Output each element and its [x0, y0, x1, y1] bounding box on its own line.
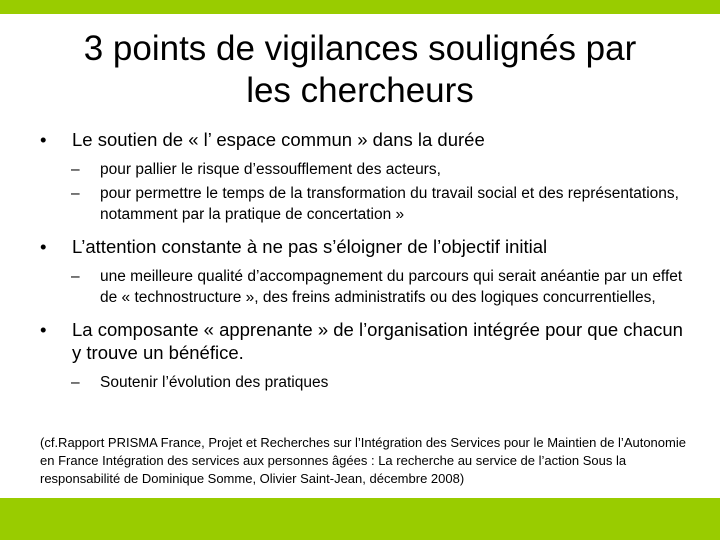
bullet-icon: • [40, 129, 47, 150]
reference-note: (cf.Rapport PRISMA France, Projet et Recherches sur l’Intégration des Services pour le Maintien de l’Autonomie en France Intégration des services aux personnes âgées : La recherche au service de l’action Sous la responsabilité de Dominique Somme, Olivier Saint-Jean, décembre 2008) [40, 435, 686, 486]
sub-bullet-item [30, 372, 690, 393]
bullet-icon: • [40, 319, 47, 340]
top-accent-bar [0, 0, 720, 14]
sub-bullet-text: une meilleure qualité d’accompagnement du parcours qui serait anéantie par un effet de « technostructure », des freins administratifs ou des logiques concurrentielles, [100, 268, 683, 306]
sub-bullet-item [30, 266, 690, 308]
bullet-item [30, 318, 690, 364]
dash-icon: – [71, 268, 80, 285]
sub-bullet-item [30, 159, 690, 180]
slide-title [30, 28, 690, 112]
dash-icon: – [71, 374, 80, 391]
dash-icon: – [71, 161, 80, 178]
dash-icon: – [71, 185, 80, 202]
bullet-text: La composante « apprenante » de l’organisation intégrée pour que chacun y trouve un bénéfice. [72, 319, 683, 363]
bottom-accent-bar [0, 498, 720, 540]
sub-bullet-text: Soutenir l’évolution des pratiques [100, 374, 329, 391]
bullet-list [30, 128, 690, 393]
title-line-1: 3 points de vigilances soulignés par [83, 29, 637, 68]
bullet-text: L’attention constante à ne pas s’éloigner de l’objectif initial [72, 236, 548, 257]
sub-bullet-text: pour pallier le risque d’essoufflement des acteurs, [100, 161, 441, 178]
bullet-icon: • [40, 236, 47, 257]
bullet-item [30, 235, 690, 258]
title-line-2: les chercheurs [246, 71, 474, 110]
bullet-item [30, 128, 690, 151]
sub-bullet-text: pour permettre le temps de la transformation du travail social et des représentations, notamment par la pratique de concertation » [100, 185, 679, 223]
bullet-text: Le soutien de « l’ espace commun » dans la durée [72, 129, 485, 150]
sub-bullet-item [30, 183, 690, 225]
